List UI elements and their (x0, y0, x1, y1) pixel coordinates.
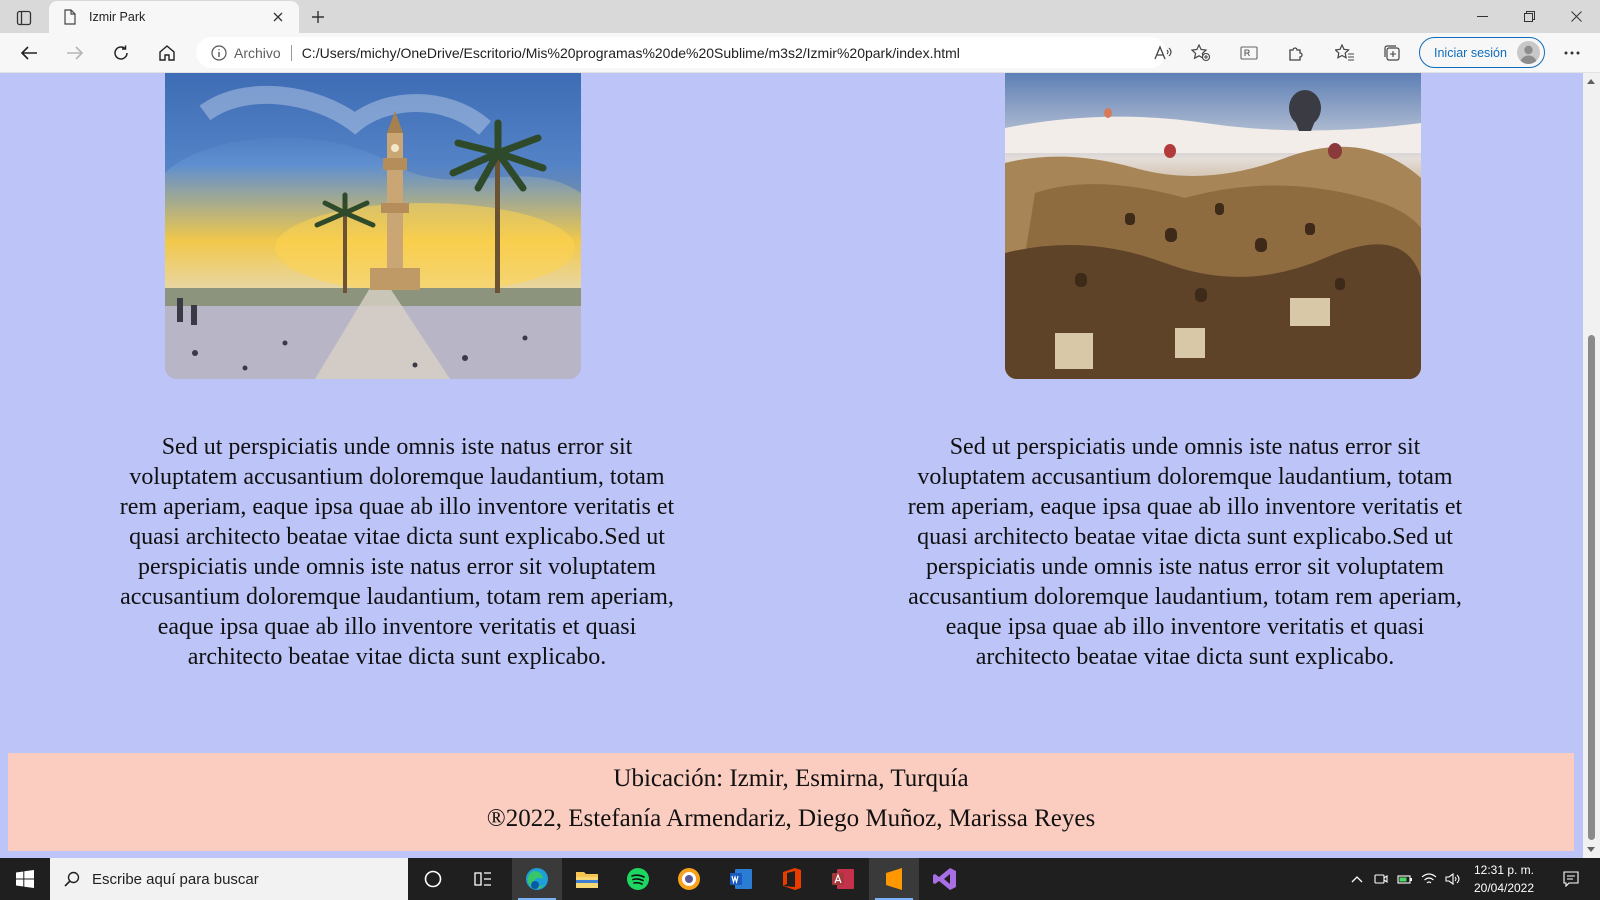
address-bar[interactable] (196, 37, 1166, 68)
spotify-taskbar-button[interactable] (613, 858, 663, 900)
word-icon (729, 868, 753, 890)
plus-icon (311, 10, 325, 24)
scroll-up-arrow-icon[interactable] (1587, 79, 1595, 84)
tab-izmir-park[interactable] (49, 1, 299, 33)
notifications-button[interactable] (1556, 858, 1586, 900)
scrollbar-thumb[interactable] (1588, 335, 1595, 840)
restore-button[interactable] (1505, 0, 1553, 33)
speaker-icon (1445, 873, 1461, 885)
restore-icon (1524, 11, 1535, 22)
page-footer (8, 753, 1574, 851)
camera-icon (1374, 873, 1388, 885)
search-icon (64, 871, 80, 887)
tab-actions-icon (16, 10, 32, 26)
visual-studio-taskbar-button[interactable] (920, 858, 970, 900)
cappadocia-image (1005, 73, 1421, 379)
wifi-icon (1421, 873, 1437, 885)
favorites-button[interactable] (1330, 39, 1360, 67)
new-tab-button[interactable] (306, 5, 330, 29)
minimize-icon (1477, 11, 1488, 22)
start-button[interactable] (0, 858, 50, 900)
volume-indicator[interactable] (1442, 858, 1464, 900)
browser-toolbar (0, 33, 1600, 73)
chevron-up-icon (1351, 875, 1363, 883)
close-tab-icon[interactable] (269, 8, 287, 26)
spotify-icon (626, 867, 650, 891)
scroll-down-arrow-icon[interactable] (1587, 847, 1595, 852)
task-view-button[interactable] (458, 858, 508, 900)
taskbar-search[interactable] (50, 858, 408, 900)
word-taskbar-button[interactable] (716, 858, 766, 900)
sublime-taskbar-button[interactable] (869, 858, 919, 900)
search-placeholder: Escribe aquí para buscar (92, 870, 259, 888)
visual-studio-icon (933, 867, 957, 891)
windows-taskbar (0, 858, 1600, 900)
arrow-left-icon (20, 45, 38, 61)
folder-icon (575, 869, 599, 889)
avatar (1517, 41, 1540, 64)
izmir-clock-tower-image (165, 73, 581, 379)
battery-indicator[interactable] (1394, 858, 1416, 900)
vertical-scrollbar[interactable] (1583, 73, 1600, 858)
show-hidden-icons-button[interactable] (1346, 858, 1368, 900)
home-button[interactable] (152, 39, 182, 67)
address-url[interactable]: C:/Users/michy/OneDrive/Escritorio/Mis%20programas%20de%20Sublime/m3s2/Izmir%20park/index.html (301, 44, 960, 61)
brave-icon (677, 867, 701, 891)
forward-button[interactable] (60, 39, 90, 67)
sublime-icon (884, 867, 904, 891)
reading-view-button[interactable] (1234, 39, 1264, 67)
info-icon[interactable] (210, 44, 228, 62)
file-explorer-taskbar-button[interactable] (562, 858, 612, 900)
brave-taskbar-button[interactable] (664, 858, 714, 900)
document-icon (61, 8, 79, 26)
tab-strip (0, 0, 1600, 33)
puzzle-icon (1287, 44, 1305, 62)
add-favorite-button[interactable] (1186, 39, 1216, 67)
extensions-button[interactable] (1281, 39, 1311, 67)
home-icon (158, 44, 176, 62)
windows-logo-icon (16, 870, 34, 888)
more-dots-icon (1564, 51, 1580, 55)
sign-in-label: Iniciar sesión (1434, 45, 1507, 60)
access-taskbar-button[interactable] (818, 858, 868, 900)
paragraph-left: Sed ut perspiciatis unde omnis iste natus error sit voluptatem accusantium doloremque laudantium, totam rem aperiam, eaque ipsa quae ab illo inventore veritatis et quasi architecto beatae vitae dicta sunt explicabo.Sed ut perspiciatis unde omnis iste natus error sit voluptatem accusantium doloremque laudantium, totam rem aperiam, eaque ipsa quae ab illo inventore veritatis et quasi architecto beatae vitae dicta sunt explicabo. (119, 434, 675, 670)
minimize-button[interactable] (1458, 0, 1506, 33)
edge-taskbar-button[interactable] (512, 858, 562, 900)
collections-button[interactable] (1377, 39, 1407, 67)
refresh-icon (112, 44, 130, 62)
battery-icon (1397, 873, 1413, 885)
address-scheme: Archivo (234, 44, 281, 61)
cortana-button[interactable] (408, 858, 458, 900)
close-window-button[interactable] (1552, 0, 1600, 33)
address-separator (291, 45, 292, 61)
arrow-right-icon (66, 45, 84, 61)
notification-icon (1563, 871, 1579, 887)
office-icon (781, 867, 803, 891)
immersive-reader-icon (1240, 45, 1258, 61)
read-aloud-icon (1154, 45, 1172, 61)
network-indicator[interactable] (1418, 858, 1440, 900)
paragraph-right: Sed ut perspiciatis unde omnis iste natus error sit voluptatem accusantium doloremque laudantium, totam rem aperiam, eaque ipsa quae ab illo inventore veritatis et quasi architecto beatae vitae dicta sunt explicabo.Sed ut perspiciatis unde omnis iste natus error sit voluptatem accusantium doloremque laudantium, totam rem aperiam, eaque ipsa quae ab illo inventore veritatis et quasi architecto beatae vitae dicta sunt explicabo. (907, 434, 1463, 670)
tab-title: Izmir Park (89, 10, 146, 24)
read-aloud-button[interactable] (1148, 39, 1178, 67)
cortana-icon (424, 870, 442, 888)
close-icon (1571, 11, 1582, 22)
star-add-icon (1191, 44, 1211, 62)
page-viewport (0, 73, 1583, 858)
tab-actions-button[interactable] (10, 6, 38, 30)
favorites-icon (1335, 44, 1355, 62)
clock-date: 20/04/2022 (1473, 881, 1535, 895)
sign-in-button[interactable] (1419, 37, 1545, 68)
taskbar-clock[interactable] (1464, 861, 1544, 897)
footer-location: Ubicación: Izmir, Esmirna, Turquía (613, 765, 969, 792)
settings-more-button[interactable] (1557, 39, 1587, 67)
back-button[interactable] (14, 39, 44, 67)
access-icon (831, 868, 855, 890)
clock-time: 12:31 p. m. (1473, 863, 1535, 877)
office-taskbar-button[interactable] (767, 858, 817, 900)
meet-now-button[interactable] (1370, 858, 1392, 900)
footer-copyright: ®2022, Estefanía Armendariz, Diego Muñoz, Marissa Reyes (486, 805, 1096, 832)
refresh-button[interactable] (106, 39, 136, 67)
task-view-icon (474, 870, 492, 888)
edge-icon (524, 866, 550, 892)
collections-icon (1383, 44, 1401, 62)
